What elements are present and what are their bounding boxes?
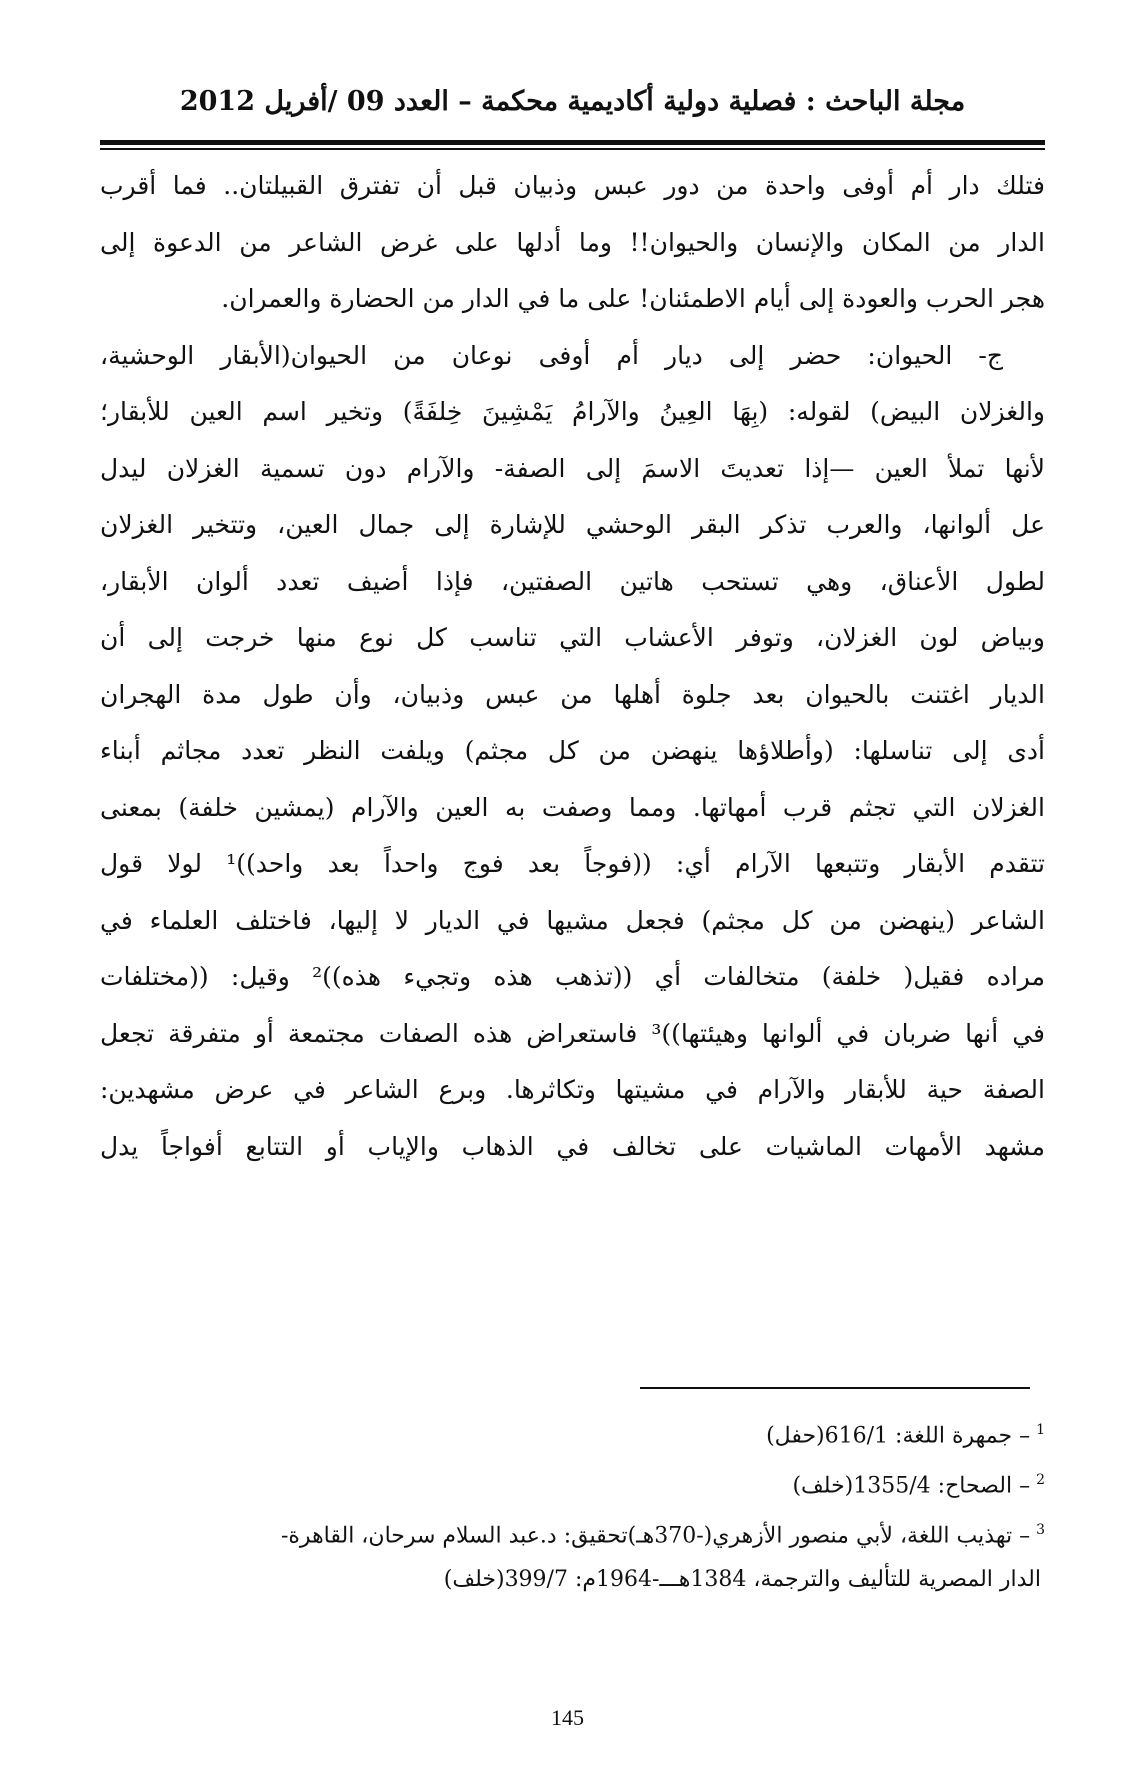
body-line: والغزلان البيض) لقوله: (بِهَا العِينُ والآرامُ يَمْشِينَ خِلفَةً) وتخير اسم العين للأبقار؛ — [100, 397, 1045, 426]
header-rule-thick — [100, 140, 1045, 145]
body-line: عل ألوانها، والعرب تذكر البقر الوحشي للإشارة إلى جمال العين، وتتخير الغزلان — [100, 510, 1045, 539]
journal-header: مجلة الباحث : فصلية دولية أكاديمية محكمة – العدد 09 /أفريل 2012 — [179, 86, 966, 117]
footnote-3 — [100, 1505, 1045, 1555]
footnote-text: الدار المصرية للتأليف والترجمة، 1384هـــ-1964م: 399/7(خلف) — [443, 1567, 1041, 1592]
footnotes — [100, 1405, 1045, 1605]
footnote-mark: 1 — [1036, 1422, 1045, 1438]
body-line: في أنها ضربان في ألوانها وهيئتها))³ فاستعراض هذه الصفات مجتمعة أو متفرقة تجعل — [100, 1018, 1045, 1048]
page-number: 145 — [551, 1705, 584, 1730]
footnote-text: – الصحاح: 1355/4(خلف) — [792, 1473, 1031, 1499]
footnote-mark: 2 — [1036, 1472, 1045, 1488]
footnote-separator — [640, 1387, 1030, 1389]
footnote-1 — [100, 1405, 1045, 1455]
body-line: ج- الحيوان: حضر إلى ديار أم أوفى نوعان من الحيوان(الأبقار الوحشية، — [100, 340, 1003, 370]
body-line: لطول الأعناق، وهي تستحب هاتين الصفتين، فإذا أضيف تعدد ألوان الأبقار، — [100, 566, 1045, 596]
body-line: مراده فقيل( خلفة) متخالفات أي ((تذهب هذه وتجيء هذه))² وقيل: ((مختلفات — [100, 962, 1045, 991]
body-line: الدار من المكان والإنسان والحيوان!! وما أدلها على غرض الشاعر من الدعوة إلى — [100, 227, 1045, 257]
body-line: فتلك دار أم أوفى واحدة من دور عبس وذبيان قبل أن تفترق القبيلتان.. فما أقرب — [100, 171, 1045, 200]
body-line: تتقدم الأبقار وتتبعها الآرام أي: ((فوجاً بعد فوج واحداً بعد واحد))¹ لولا قول — [100, 849, 1045, 878]
body-line: أدى إلى تناسلها: (وأطلاؤها ينهضن من كل مجثم) ويلفت النظر تعدد مجاثم أبناء — [100, 736, 1045, 765]
body-text — [100, 158, 1045, 1175]
body-line: الغزلان التي تجثم قرب أمهاتها. ومما وصفت به العين والآرام (يمشين خلفة) بمعنى — [100, 792, 1045, 822]
header-rule-thin — [100, 148, 1045, 150]
footnote-text: – جمهرة اللغة: 616/1(حفل) — [766, 1423, 1031, 1449]
body-line: مشهد الأمهات الماشيات على تخالف في الذهاب والإياب أو التتابع أفواجاً يدل — [100, 1131, 1045, 1161]
body-line: الشاعر (ينهضن من كل مجثم) فجعل مشيها في الديار لا إليها، فاختلف العلماء في — [100, 905, 1045, 935]
body-line: الصفة حية للأبقار والآرام في مشيتها وتكاثرها. وبرع الشاعر في عرض مشهدين: — [100, 1075, 1045, 1104]
body-line: الديار اغتنت بالحيوان بعد جلوة أهلها من عبس وذبيان، وأن طول مدة الهجران — [100, 679, 1045, 709]
footnote-text: – تهذيب اللغة، لأبي منصور الأزهري(-370هـ)تحقيق: د.عبد السلام سرحان، القاهرة- — [280, 1523, 1031, 1549]
footnote-3-continued — [100, 1555, 1045, 1605]
footnote-mark: 3 — [1036, 1522, 1045, 1538]
body-line: هجر الحرب والعودة إلى أيام الاطمئنان! على ما في الدار من الحضارة والعمران. — [221, 284, 1045, 313]
body-line: وبياض لون الغزلان، وتوفر الأعشاب التي تناسب كل نوع منها خرجت إلى أن — [100, 623, 1045, 652]
body-line: لأنها تملأ العين —إذا تعديتَ الاسمَ إلى الصفة- والآرام دون تسمية الغزلان ليدل — [100, 453, 1045, 483]
footnote-2 — [100, 1455, 1045, 1505]
